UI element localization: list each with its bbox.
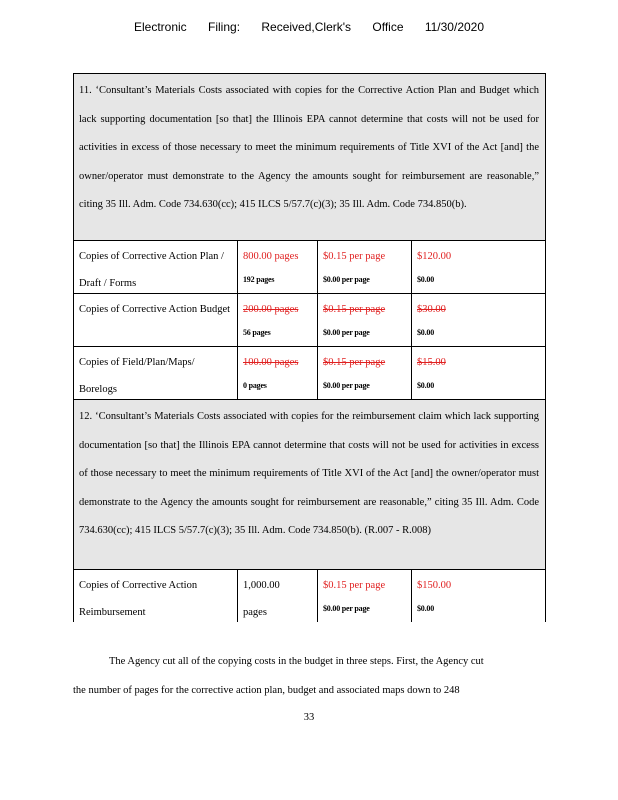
row-description: Copies of Corrective Action Plan / Draft / Forms bbox=[74, 241, 238, 293]
row-quantity: 200.00 pages 56 pages bbox=[238, 294, 318, 346]
header-text: Filing: bbox=[208, 20, 241, 34]
header-text: Received,Clerk's bbox=[261, 20, 352, 34]
item-12-description: 12. ‘Consultant’s Materials Costs associated with copies for the reimbursement claim which lack supporting documentation [so that] the Illinois EPA cannot determine that costs will not be used for activities in excess of those necessary to meet the minimum requirements of Title XVI of the Act [and] the owner/operator must demonstrate to the Agency the amounts sought for reimbursement are reasonable,” citing 35 Ill. Adm. Code 734.630(cc); 415 ILCS 5/57.7(c)(3); 35 Ill. Adm. Code 734.850(b). (R.007 - R.008) bbox=[74, 400, 545, 570]
row-description: Copies of Corrective Action Budget bbox=[74, 294, 238, 346]
table-row bbox=[74, 347, 545, 400]
header-text: Electronic bbox=[133, 20, 187, 34]
row-amount: $15.00 $0.00 bbox=[417, 357, 446, 390]
row-amount: $120.00 $0.00 bbox=[417, 251, 452, 284]
row-rate: $0.15 per page $0.00 per page bbox=[318, 347, 412, 399]
row-quantity: 800.00 pages 192 pages bbox=[238, 241, 318, 293]
deductions-table bbox=[73, 73, 546, 622]
row-rate: $0.15 per page $0.00 per page bbox=[318, 241, 412, 293]
body-paragraph-line: The Agency cut all of the copying costs in the budget in three steps. First, the Agency cut bbox=[109, 656, 484, 667]
item-11-description: 11. ‘Consultant’s Materials Costs associated with copies for the Corrective Action Plan and Budget which lack supporting documentation [so that] the Illinois EPA cannot determine that costs will not be used for activities in excess of those necessary to meet the minimum requirements of Title XVI of the Act [and] the owner/operator must demonstrate to the Agency the amounts sought for reimbursement are reasonable,” citing 35 Ill. Adm. Code 734.630(cc); 415 ILCS 5/57.7(c)(3); 35 Ill. Adm. Code 734.850(b). bbox=[74, 74, 545, 241]
table-row bbox=[74, 570, 545, 622]
row-rate: $0.15 per page $0.00 per page bbox=[318, 294, 412, 346]
table-row bbox=[74, 241, 545, 294]
row-description: Copies of Field/Plan/Maps/ Borelogs bbox=[74, 347, 238, 399]
header-text: Office bbox=[372, 20, 404, 34]
table-row bbox=[74, 294, 545, 347]
row-amount: $150.00 $0.00 bbox=[417, 580, 452, 613]
filing-header bbox=[0, 20, 618, 34]
row-quantity: 100.00 pages 0 pages bbox=[238, 347, 318, 399]
row-quantity: 1,000.00 pages bbox=[238, 570, 318, 622]
row-description: Copies of Corrective Action Reimbursement bbox=[74, 570, 238, 622]
header-date: 11/30/2020 bbox=[424, 20, 485, 34]
row-rate: $0.15 per page $0.00 per page bbox=[318, 570, 412, 622]
body-paragraph-line: the number of pages for the corrective action plan, budget and associated maps down to 248 bbox=[73, 685, 460, 696]
page-number: 33 bbox=[303, 712, 315, 723]
row-amount: $30.00 $0.00 bbox=[417, 304, 446, 337]
